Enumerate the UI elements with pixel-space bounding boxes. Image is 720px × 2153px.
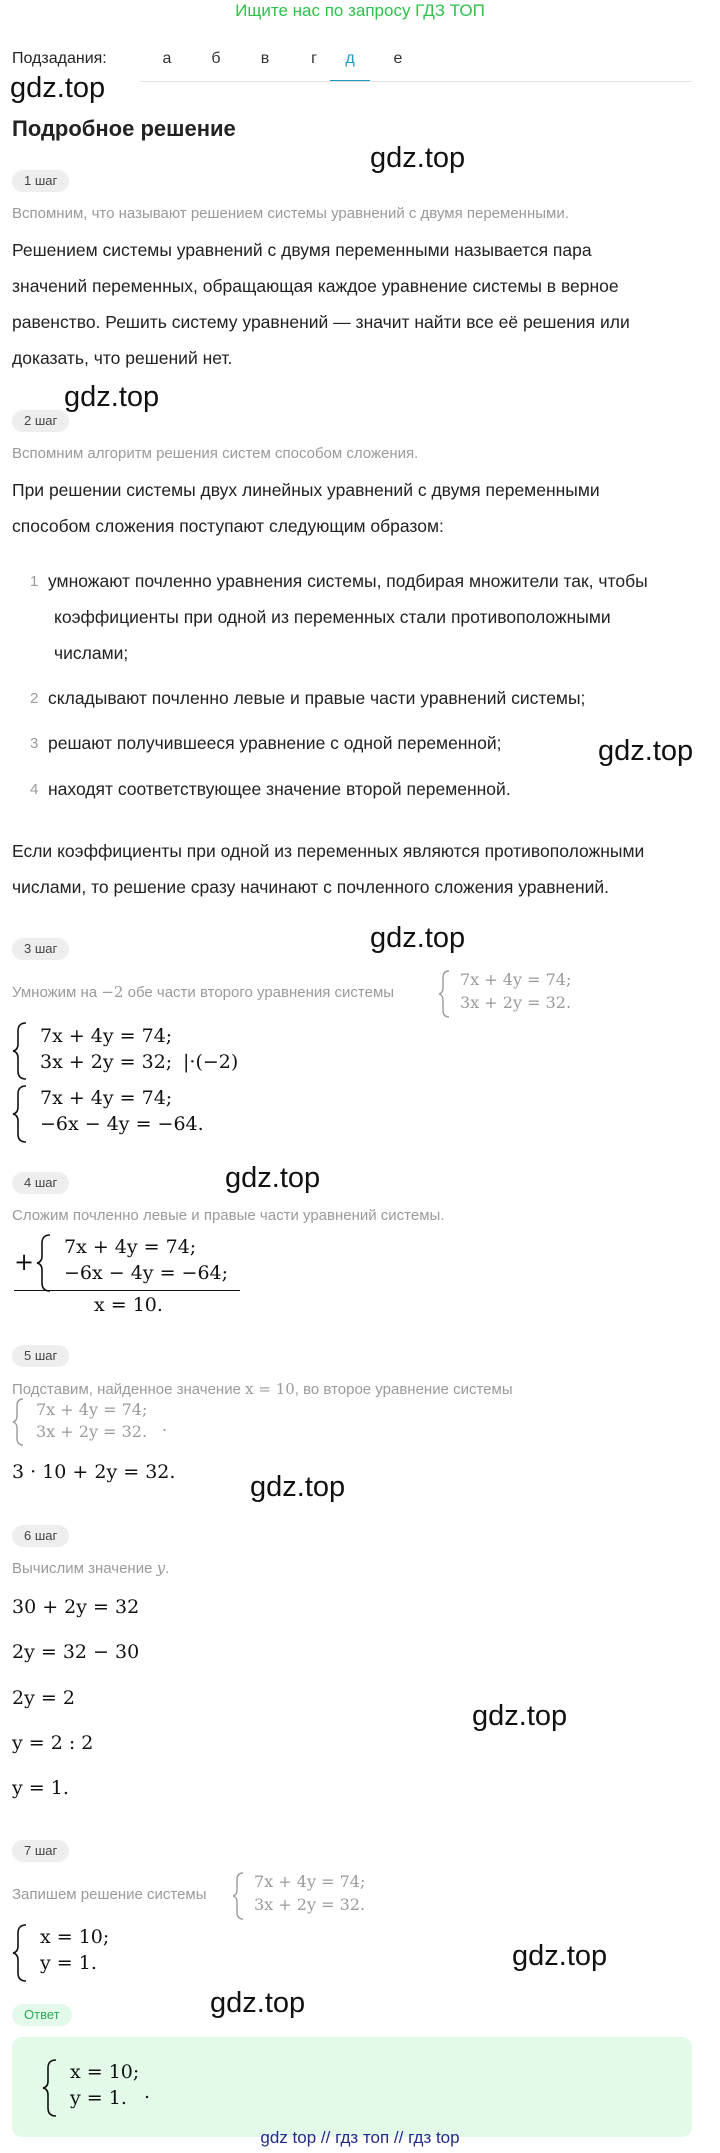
step-hint [12, 1380, 513, 1398]
hint-text: , во второе уравнение системы [294, 1381, 513, 1398]
watermark: gdz.top [250, 1471, 346, 1503]
tab-b[interactable]: б [211, 50, 221, 67]
watermark: gdz.top [512, 1940, 608, 1972]
brace-icon [12, 1085, 28, 1143]
brace-icon [438, 970, 452, 1018]
answer-badge: Ответ [12, 2004, 72, 2026]
watermark: gdz.top [10, 72, 106, 104]
subtasks-label: Подзадания: [12, 50, 107, 67]
hint-text: Подставим, найденное значение [12, 1381, 241, 1398]
hint-text: обе части второго уравнения системы [127, 984, 395, 1001]
system-line: x = 10; [40, 1926, 110, 1948]
list-number: 1 [30, 573, 39, 590]
step-hint [12, 983, 394, 1001]
watermark: gdz.top [370, 922, 466, 954]
step-badge: 5 шаг [12, 1345, 69, 1367]
tab-e[interactable]: е [393, 50, 403, 67]
top-banner: Ищите нас по запросу ГДЗ ТОП [235, 1, 485, 20]
hint-math: y [156, 1559, 166, 1577]
system-line: 7x + 4y = 74; [64, 1236, 197, 1258]
system-line: 7x + 4y = 74; [460, 970, 572, 989]
tab-d[interactable]: д [330, 50, 370, 82]
step-badge: 3 шаг [12, 938, 69, 960]
answer-line: y = 1. [70, 2087, 127, 2109]
step-hint [12, 1559, 169, 1577]
step-text [12, 232, 702, 376]
watermark: gdz.top [370, 142, 466, 174]
text-line: равенство. Решить систему уравнений — значит найти все её решения или [12, 312, 630, 332]
step-hint: Запишем решение системы [12, 1886, 207, 1903]
text-line: находят соответствующее значение второй переменной. [48, 779, 511, 799]
hint-text: . [165, 1560, 170, 1577]
step-badge: 6 шаг [12, 1525, 69, 1547]
text-line: умножают почленно уравнения системы, подбирая множители так, чтобы [48, 571, 648, 591]
system-line: 7x + 4y = 74; [36, 1400, 148, 1419]
hint-text: Вычислим значение [12, 1560, 153, 1577]
watermark: gdz.top [64, 381, 160, 413]
text-line: решают получившееся уравнение с одной переменной; [48, 733, 502, 753]
plus-sign: + [14, 1248, 35, 1276]
list-item [48, 563, 698, 671]
system-line: 3x + 2y = 32. [460, 993, 572, 1012]
answer-dot: . [144, 2081, 151, 2103]
list-number: 2 [30, 690, 39, 707]
step-badge: 7 шаг [12, 1840, 69, 1862]
sum-line [14, 1290, 240, 1291]
text-line: значений переменных, обращающая каждое уравнение системы в верное [12, 276, 619, 296]
list-number: 3 [30, 735, 39, 752]
tab-g[interactable]: г [311, 50, 317, 67]
step-badge: 2 шаг [12, 410, 69, 432]
text-line: Если коэффициенты при одной из переменных являются противоположными [12, 841, 645, 861]
hint-math: x = 10 [245, 1380, 295, 1398]
text-line: При решении системы двух линейных уравнений с двумя переменными [12, 480, 600, 500]
brace-icon [12, 1022, 28, 1080]
text-line: коэффициенты при одной из переменных стали противоположными [54, 607, 611, 627]
equation: 2y = 2 [12, 1687, 75, 1709]
result-equation: x = 10. [94, 1294, 163, 1316]
step-badge: 4 шаг [12, 1172, 69, 1194]
watermark: gdz.top [225, 1162, 321, 1194]
watermark: gdz.top [598, 735, 694, 767]
system-line: 3x + 2y = 32; [40, 1051, 173, 1073]
list-item [48, 725, 698, 761]
brace-icon [12, 1398, 26, 1446]
subtasks-nav [12, 50, 692, 82]
section-title: Подробное решение [12, 116, 236, 141]
step-hint: Вспомним, что называют решением системы уравнений с двумя переменными. [12, 205, 569, 222]
equation: 2y = 32 − 30 [12, 1641, 140, 1663]
tabs-divider [140, 81, 692, 82]
brace-icon [232, 1872, 246, 1920]
answer-line: x = 10; [70, 2061, 140, 2083]
tab-v[interactable]: в [260, 50, 270, 67]
equation: 3 · 10 + 2y = 32. [12, 1461, 176, 1483]
step-hint: Сложим почленно левые и правые части уравнений системы. [12, 1207, 445, 1224]
list-item [48, 680, 698, 716]
system-line: 3x + 2y = 32. [254, 1895, 366, 1914]
text-line: доказать, что решений нет. [12, 348, 233, 368]
text-line: складывают почленно левые и правые части уравнений системы; [48, 688, 586, 708]
answer-box [12, 2037, 692, 2137]
brace-icon [42, 2059, 58, 2117]
hint-math: −2 [101, 983, 124, 1001]
step-badge: 1 шаг [12, 170, 69, 192]
tab-a[interactable]: а [162, 50, 172, 67]
watermark: gdz.top [472, 1700, 568, 1732]
system-line: 7x + 4y = 74; [254, 1872, 366, 1891]
system-line: 7x + 4y = 74; [40, 1087, 173, 1109]
system-line: −6x − 4y = −64. [40, 1113, 204, 1135]
step-text [12, 833, 702, 905]
step-text [12, 472, 702, 544]
list-item [48, 771, 698, 807]
equation: y = 2 : 2 [12, 1732, 94, 1754]
equation: y = 1. [12, 1777, 69, 1799]
text-line: Решением системы уравнений с двумя переменными называется пара [12, 240, 592, 260]
footer-links[interactable]: gdz top // гдз топ // гдз top [260, 2128, 460, 2147]
text-line: способом сложения поступают следующим образом: [12, 516, 444, 536]
text-line: числами, то решение сразу начинают с почленного сложения уравнений. [12, 877, 610, 897]
dot: . [162, 1416, 168, 1435]
watermark: gdz.top [210, 1987, 306, 2019]
brace-icon [36, 1234, 52, 1292]
brace-icon [12, 1924, 28, 1982]
system-line: y = 1. [40, 1952, 97, 1974]
system-line: 7x + 4y = 74; [40, 1025, 173, 1047]
step-hint: Вспомним алгоритм решения систем способом сложения. [12, 445, 419, 462]
system-line: 3x + 2y = 32. [36, 1422, 148, 1441]
system-line: −6x − 4y = −64; [64, 1262, 229, 1284]
multiplier: |·(−2) [183, 1051, 239, 1073]
list-number: 4 [30, 781, 39, 798]
text-line: числами; [54, 643, 129, 663]
hint-text: Умножим на [12, 984, 98, 1001]
equation: 30 + 2y = 32 [12, 1596, 140, 1618]
